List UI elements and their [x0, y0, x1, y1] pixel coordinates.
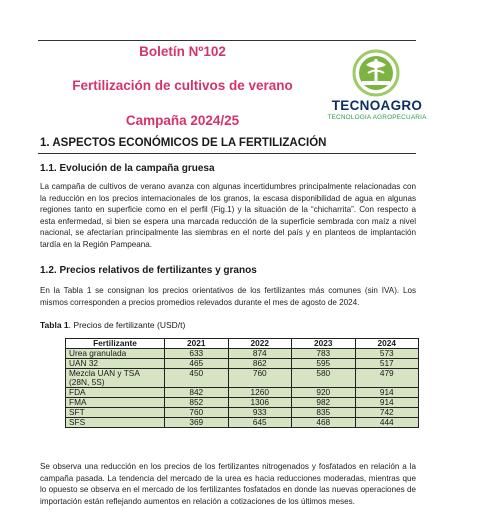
table-cell: 465: [165, 359, 229, 369]
table-cell: Mezcla UAN y TSA (28N, 5S): [66, 369, 165, 388]
table-row: [66, 359, 419, 369]
top-rule: [38, 40, 416, 41]
table-cell: SFS: [66, 418, 165, 428]
table-cell: 517: [355, 359, 419, 369]
section-heading: 1. ASPECTOS ECONÓMICOS DE LA FERTILIZACIÓN: [40, 137, 327, 149]
campaign-label: Campaña 2024/25: [125, 113, 240, 128]
subsection-heading-1-1: 1.1. Evolución de la campaña gruesa: [40, 163, 215, 174]
table-cell: 914: [355, 388, 419, 398]
document-title: Fertilización de cultivos de verano: [72, 78, 293, 93]
table-row: [66, 349, 419, 359]
table-cell: 573: [355, 349, 419, 359]
table-cell: 842: [165, 388, 229, 398]
section-rule: [38, 153, 416, 154]
table-cell: FDA: [66, 388, 165, 398]
table-row: [66, 388, 419, 398]
col-header: Fertilizante: [66, 339, 165, 349]
table-header-row: [66, 339, 419, 349]
table-cell: 580: [292, 369, 356, 388]
table-cell: 852: [165, 398, 229, 408]
table-cell: 1306: [228, 398, 292, 408]
table-cell: 760: [165, 408, 229, 418]
table-cell: 914: [355, 398, 419, 408]
fertilizer-price-table: [65, 338, 419, 428]
brand-tagline: TECNOLOGIA AGROPECUARIA: [327, 114, 427, 121]
subsection-heading-1-2: 1.2. Precios relativos de fertilizantes y granos: [40, 265, 257, 276]
brand-name: TECNOAGRO: [331, 98, 423, 113]
table-cell: 982: [292, 398, 356, 408]
col-header: 2024: [355, 339, 419, 349]
col-header: 2022: [228, 339, 292, 349]
table-row: [66, 398, 419, 408]
col-header: 2021: [165, 339, 229, 349]
brand-block: [318, 98, 436, 121]
paragraph-1-2: En la Tabla 1 se consignan los precios orientativos de los fertilizantes más comunes (sin IVA). Los mismos corresponden a precios promedios relevados durante el mes de agosto de 2024.: [40, 286, 416, 307]
paragraph-1-1: La campaña de cultivos de verano avanza con algunas incertidumbres principalmente relacionadas con la reducción en los precios internacionales de los granos, la escasa disponibilidad de agua en algunas regiones tanto en superficie como en el perfil (Fig.1) y la situación de la “chicharrita”. Con respecto a esta enfermedad, si bien se espera una marcada reducción de la superficie sembrada con maíz a nivel nacional, se afectarían principalmente las siembras en el norte del país y en planteos de implantación tardía en la Región Pampeana.: [40, 182, 416, 249]
table-cell: 933: [228, 408, 292, 418]
table-cell: FMA: [66, 398, 165, 408]
table-cell: Urea granulada: [66, 349, 165, 359]
table-cell: 479: [355, 369, 419, 388]
table-cell: 468: [292, 418, 356, 428]
table-cell: 369: [165, 418, 229, 428]
table-cell: 444: [355, 418, 419, 428]
table-cell: 742: [355, 408, 419, 418]
table-cell: 874: [228, 349, 292, 359]
table-cell: 835: [292, 408, 356, 418]
table-caption: [40, 320, 185, 330]
table-cell: 645: [228, 418, 292, 428]
table-row: [66, 408, 419, 418]
table-cell: 920: [292, 388, 356, 398]
table-cell: 760: [228, 369, 292, 388]
table-cell: UAN 32: [66, 359, 165, 369]
table-cell: 595: [292, 359, 356, 369]
table-caption-text: . Precios de fertilizante (USD/t): [68, 320, 186, 330]
closing-paragraph: Se observa una reducción en los precios de los fertilizantes nitrogenados y fosfatados en relación a la campaña pasada. La tendencia del mercado de la urea es hacia reducciones moderadas, mientras que lo opuesto se observa en el mercado de los fertilizantes fosfatados en donde las nuevas operaciones de importación están reflejando aumentos en relación a cotizaciones de los últimos meses.: [40, 462, 416, 506]
table-cell: 783: [292, 349, 356, 359]
table-cell: 450: [165, 369, 229, 388]
table-row: [66, 369, 419, 388]
table-cell: 862: [228, 359, 292, 369]
table-caption-label: Tabla 1: [40, 320, 69, 330]
table-cell: 633: [165, 349, 229, 359]
bulletin-number: Boletín Nº102: [139, 44, 226, 59]
col-header: 2023: [292, 339, 356, 349]
table-row: [66, 418, 419, 428]
table-cell: 1260: [228, 388, 292, 398]
table-cell: SFT: [66, 408, 165, 418]
